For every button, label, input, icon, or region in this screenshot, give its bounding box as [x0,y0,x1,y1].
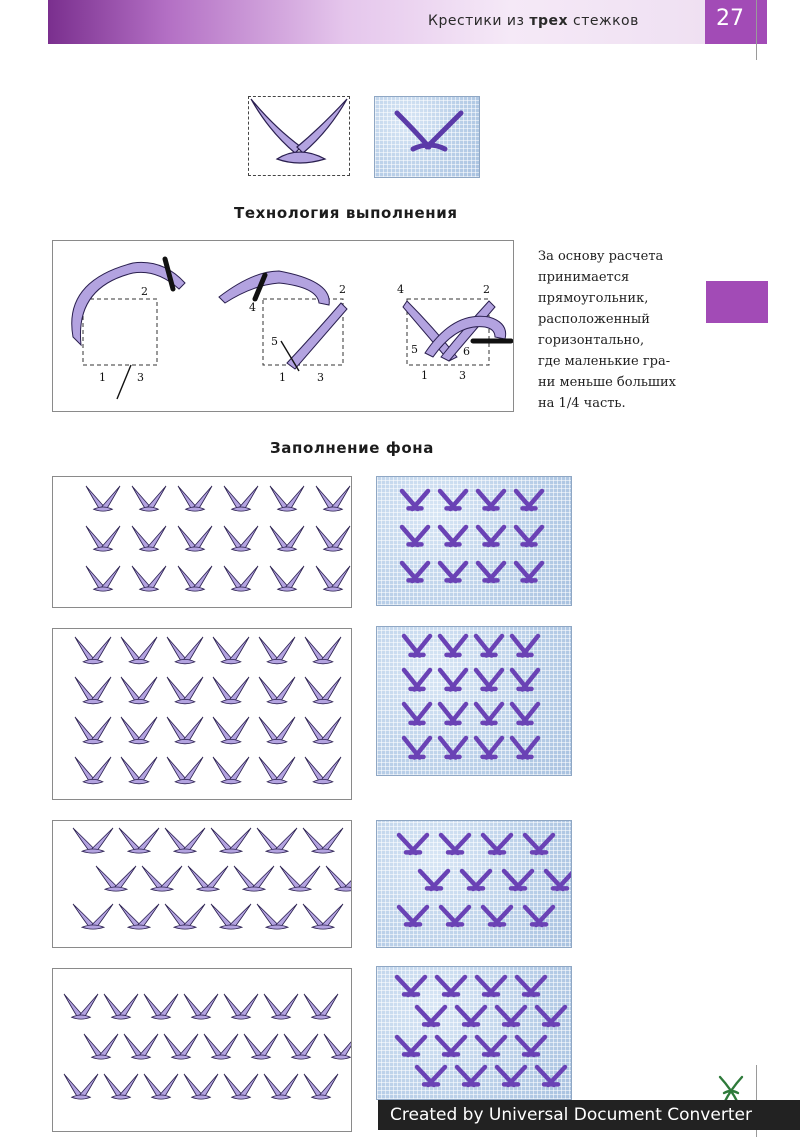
stitch-motif [305,637,341,664]
stitch-motif [167,717,203,744]
header-title-bold: трех [529,13,569,29]
yarn-motif [497,1007,525,1025]
yarn-motif [440,704,466,724]
stitch-motif [119,828,159,853]
stitch-diagram-main [248,96,350,176]
watermark-banner: Created by Universal Document Converter [378,1100,800,1130]
step1-label-2: 2 [141,285,148,298]
step2-label-4: 4 [249,301,256,314]
stitch-motif [73,828,113,853]
yarn-motif [476,704,502,724]
stitch-motif [259,757,295,784]
yarn-motif [512,738,538,758]
yarn-motif [441,835,469,853]
yarn-motif [440,670,466,690]
stitch-motif [96,866,136,891]
stitch-motif [75,717,111,744]
yarn-motif [402,563,428,581]
stitch-motif [178,526,212,551]
yarn-motif [483,907,511,925]
stitch-motif [270,526,304,551]
stitch-motif [304,1074,338,1099]
yarn-motif [399,907,427,925]
yarn-motif [402,527,428,545]
stitch-motif [303,828,343,853]
stitch-motif [270,486,304,511]
stitch-motif [178,566,212,591]
stitch-motif [124,1034,158,1059]
fill-pattern-photo-3 [376,820,572,948]
stitch-motif [132,486,166,511]
stitch-motif [132,526,166,551]
stitch-motif [144,994,178,1019]
yarn-motif [525,835,553,853]
stitch-motif [224,1074,258,1099]
technique-description: За основу расчета принимается прямоугольник, расположенный горизонтально, где маленькие гра- ни меньше больших на 1/4 часть. [538,249,676,411]
yarn-motif [397,977,425,995]
yarn-motif [516,527,542,545]
yarn-motif [537,1067,565,1085]
stitch-motif [257,828,297,853]
stitch-motif [165,828,205,853]
yarn-motif [404,670,430,690]
step3-label-5: 5 [411,343,418,356]
stitch-motif [305,717,341,744]
yarn-motif [497,1067,525,1085]
fill-pattern-diagram-3 [52,820,352,948]
step1-label-1: 1 [99,371,106,384]
stitch-motif [86,526,120,551]
stitch-motif [224,566,258,591]
stitch-motif [184,1074,218,1099]
stitch-motif [121,757,157,784]
stitch-motif [303,904,343,929]
yarn-motif [476,738,502,758]
yarn-motif [512,636,538,656]
stitch-motif [104,994,138,1019]
step1-label-3: 3 [137,371,144,384]
yarn-motif [440,563,466,581]
stitch-motif [121,717,157,744]
yarn-motif [477,977,505,995]
stitch-motif [316,566,350,591]
yarn-motif [441,907,469,925]
stitch-motif [178,486,212,511]
stitch-motif [244,1034,278,1059]
page-number: 27 [716,6,744,31]
stitch-motif [75,757,111,784]
stitch-motif [211,904,251,929]
yarn-motif [512,670,538,690]
stitch-motif [121,677,157,704]
stitch-motif [224,486,258,511]
stitch-motif [86,566,120,591]
stitch-motif [211,828,251,853]
stitch-motif [326,866,351,891]
stitch-motif [280,866,320,891]
stitch-motif [64,994,98,1019]
stitch-motif [73,904,113,929]
step3-label-4: 4 [397,283,404,296]
yarn-motif [537,1007,565,1025]
stitch-motif [84,1034,118,1059]
yarn-motif [437,1037,465,1055]
stitch-motif [167,757,203,784]
stitch-motif [213,637,249,664]
stitch-motif [257,904,297,929]
fill-pattern-photo-4 [376,966,572,1100]
yarn-motif [517,1037,545,1055]
yarn-motif [525,907,553,925]
stitch-motif [75,677,111,704]
yarn-motif [476,636,502,656]
yarn-motif [417,1007,445,1025]
yarn-motif [440,527,466,545]
section-title-fill: Заполнение фона [270,439,434,457]
stitch-motif [167,677,203,704]
stitch-motif [184,994,218,1019]
stitch-motif [259,717,295,744]
step3-label-2: 2 [483,283,490,296]
stitch-motif [164,1034,198,1059]
yarn-motif [404,704,430,724]
fill-pattern-diagram-2 [52,628,352,800]
stitch-motif [264,994,298,1019]
stitch-motif [204,1034,238,1059]
stitch-motif [144,1074,178,1099]
yarn-motif [478,491,504,509]
step3-label-6: 6 [463,345,470,358]
stitch-motif [213,717,249,744]
yarn-motif [516,563,542,581]
section-title-technique: Технология выполнения [234,204,458,222]
stitch-motif [270,566,304,591]
stitch-motif [121,637,157,664]
step2-label-3: 3 [317,371,324,384]
yarn-motif [477,1037,505,1055]
stitch-motif [165,904,205,929]
stitch-motif [132,566,166,591]
yarn-motif [478,527,504,545]
stitch-motif [119,904,159,929]
stitch-motif [188,866,228,891]
page-header-title: Крестики из трех стежков [428,13,639,29]
stitch-motif [259,637,295,664]
yarn-motif [476,670,502,690]
yarn-motif [437,977,465,995]
fill-pattern-photo-1 [376,476,572,606]
stitch-motif [304,994,338,1019]
stitch-motif [316,486,350,511]
yarn-motif [457,1067,485,1085]
stitch-motif [234,866,274,891]
margin-rule [756,0,757,60]
fill-pattern-photo-2 [376,626,572,776]
step3-label-3: 3 [459,369,466,382]
yarn-motif [404,636,430,656]
stitch-motif [86,486,120,511]
stitch-motif [64,1074,98,1099]
yarn-motif [397,1037,425,1055]
yarn-motif [457,1007,485,1025]
yarn-motif [440,738,466,758]
yarn-motif [478,563,504,581]
technique-steps-panel [52,240,514,412]
yarn-motif [399,835,427,853]
yarn-motif [483,835,511,853]
step2-label-5: 5 [271,335,278,348]
yarn-motif [504,871,532,889]
yarn-motif [440,636,466,656]
step2-label-2: 2 [339,283,346,296]
stitch-motif [104,1074,138,1099]
yarn-motif [404,738,430,758]
yarn-motif [462,871,490,889]
stitch-motif [324,1034,351,1059]
step2-label-1: 1 [279,371,286,384]
stitch-motif [259,677,295,704]
stitch-motif [284,1034,318,1059]
yarn-motif [516,491,542,509]
stitch-motif [167,637,203,664]
stitch-motif [75,637,111,664]
step3-label-1: 1 [421,369,428,382]
stitch-motif [224,994,258,1019]
stitch-motif [213,677,249,704]
yarn-motif [417,1067,445,1085]
stitch-motif [316,526,350,551]
stitch-motif [213,757,249,784]
stitch-motif [264,1074,298,1099]
stitch-photo-main [374,96,480,178]
side-tab [706,281,768,323]
stitch-motif [224,526,258,551]
fill-pattern-diagram-1 [52,476,352,608]
yarn-motif [420,871,448,889]
yarn-motif [512,704,538,724]
yarn-motif [402,491,428,509]
stitch-motif [305,677,341,704]
stitch-motif [142,866,182,891]
stitch-motif [305,757,341,784]
yarn-motif [440,491,466,509]
yarn-motif [546,871,571,889]
fill-pattern-diagram-4 [52,968,352,1132]
yarn-motif [517,977,545,995]
